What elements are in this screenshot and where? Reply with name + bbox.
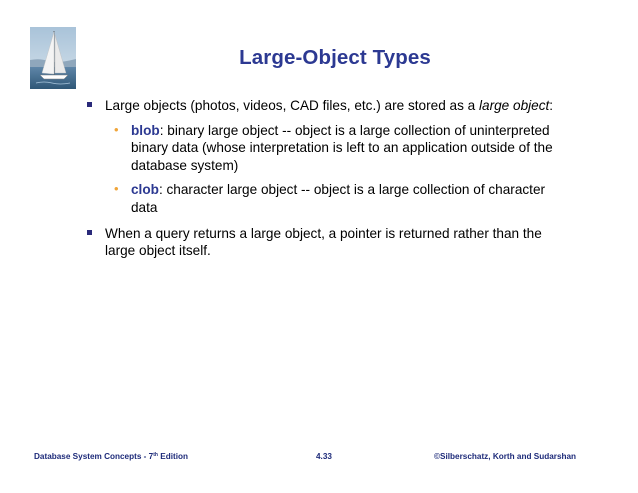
keyword-clob: clob: [131, 182, 159, 198]
bullet-emphasis: large object: [479, 98, 550, 113]
square-bullet-icon: [87, 102, 92, 107]
footer-book-title: Database System Concepts - 7th Edition: [34, 452, 188, 461]
sub-bullet-clob: [84, 181, 564, 216]
slide-title: Large-Object Types: [239, 46, 431, 69]
dot-bullet-icon: •: [114, 121, 119, 137]
bullet-text-end: :: [549, 98, 554, 113]
footer-copyright: ©Silberschatz, Korth and Sudarshan: [434, 452, 577, 461]
sailboat-icon: [30, 27, 76, 89]
footer-slide-number: 4.33: [316, 452, 332, 461]
bullet-large-objects: [84, 97, 564, 115]
sub-bullet-blob: [84, 122, 564, 175]
square-bullet-icon: [87, 230, 92, 235]
keyword-blob: blob: [131, 122, 160, 138]
bullet-query-pointer: [84, 225, 564, 260]
bullet-text: Large objects (photos, videos, CAD files, etc.) are stored as a: [105, 98, 480, 113]
sub-bullet-text: : character large object -- object is a large collection of character data: [131, 182, 546, 215]
slide-body: [84, 97, 564, 260]
dot-bullet-icon: •: [114, 181, 119, 197]
sub-bullet-text: : binary large object -- object is a large collection of uninterpreted binary data (whose interpretation is left to an application outside of the database system): [131, 122, 553, 173]
bullet-text: When a query returns a large object, a pointer is returned rather than the large object itself.: [105, 225, 542, 259]
